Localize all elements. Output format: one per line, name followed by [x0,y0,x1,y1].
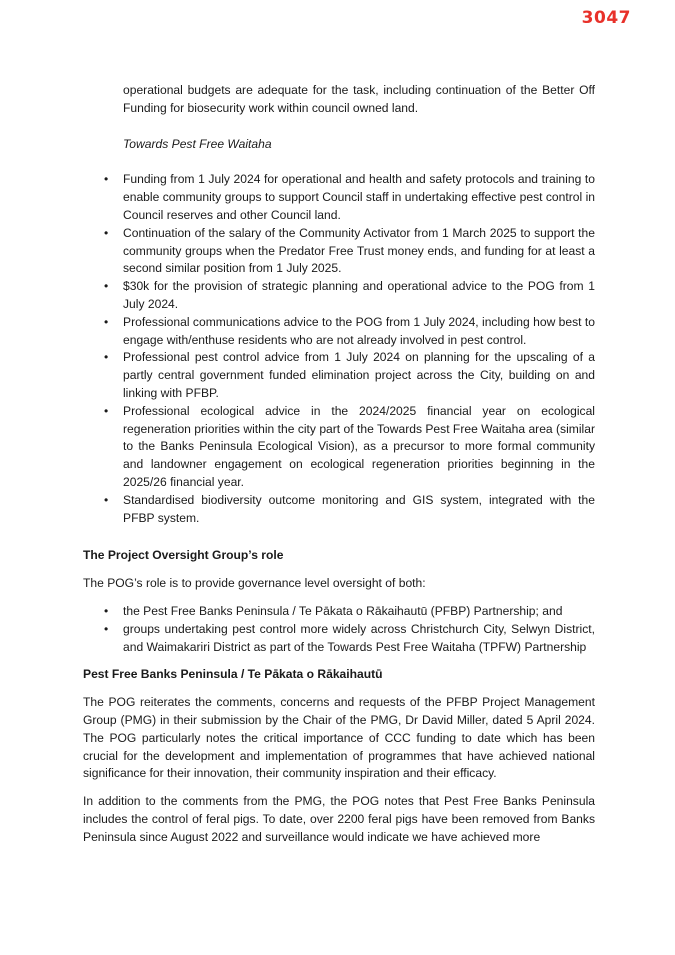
bullet-icon: • [104,403,109,418]
bullet-icon: • [104,314,109,329]
list-item: • Professional ecological advice in the 2024/2025 financial year on ecological regeneration priorities within the city part of the Towards Pest Free Waitaha area (similar to the Banks Peninsula Ecological Vision), as a precursor to more formal community and landowner engagement on ecological regeneration priorities beginning in the 2025/26 financial year. [104,403,595,489]
tpfw-subheading: Towards Pest Free Waitaha [123,136,272,151]
role-intro: The POG’s role is to provide governance level oversight of both: [83,576,426,591]
document-body [83,82,595,846]
list-item: • Standardised biodiversity outcome monitoring and GIS system, integrated with the PFBP system. [104,492,595,525]
role-bullet-list [83,603,595,656]
bullet-icon: • [104,492,109,507]
list-item: • Continuation of the salary of the Community Activator from 1 March 2025 to support the community groups when the Predator Free Trust money ends, and funding for at least a second similar position from 1 July 2025. [104,225,595,276]
bullet-icon: • [104,172,109,187]
bullet-icon: • [104,621,109,636]
page-number: 3047 [581,8,631,28]
bullet-icon: • [104,350,109,365]
list-item: • $30k for the provision of strategic planning and operational advice to the POG from 1 July 2024. [104,279,595,311]
pfbp-paragraph-2: In addition to the comments from the PMG, the POG notes that Pest Free Banks Peninsula includes the control of feral pigs. To date, over 2200 feral pigs have been removed from Banks Peninsula since August 2022 and surveillance would indicate we have achieved more [83,794,595,844]
tpfw-bullet-list [83,171,595,527]
list-item: • Professional communications advice to the POG from 1 July 2024, including how best to engage with/enthuse residents who are not already involved in pest control. [104,314,595,347]
bullet-icon: • [104,603,109,618]
pfbp-paragraph-1: The POG reiterates the comments, concerns and requests of the PFBP Project Management Group (PMG) in their submission by the Chair of the PMG, Dr David Miller, dated 5 April 2024. The POG particularly notes the critical importance of CCC funding to date which has been crucial for the development and implementation of programmes that have achieved national significance for their innovation, their community inspiration and their efficacy. [83,695,595,781]
list-item: • Funding from 1 July 2024 for operational and health and safety protocols and training to enable community groups to support Council staff in undertaking effective pest control in Council reserves and other Council land. [104,172,595,222]
pfbp-heading: Pest Free Banks Peninsula / Te Pākata o Rākaihautū [83,667,383,682]
bullet-icon: • [104,279,109,294]
list-item: • Professional pest control advice from 1 July 2024 on planning for the upscaling of a partly central government funded elimination project across the City, building on and linking with PFBP. [104,350,595,400]
bullet-icon: • [104,225,109,240]
list-item: • groups undertaking pest control more widely across Christchurch City, Selwyn District, and Waimakariri District as part of the Towards Pest Free Waitaha (TPFW) Partnership [104,621,595,654]
role-heading: The Project Oversight Group’s role [83,548,284,563]
intro-paragraph: operational budgets are adequate for the task, including continuation of the Better Off Funding for biosecurity work within council owned land. [123,83,595,115]
list-item: • the Pest Free Banks Peninsula / Te Pākata o Rākaihautū (PFBP) Partnership; and [83,603,595,621]
